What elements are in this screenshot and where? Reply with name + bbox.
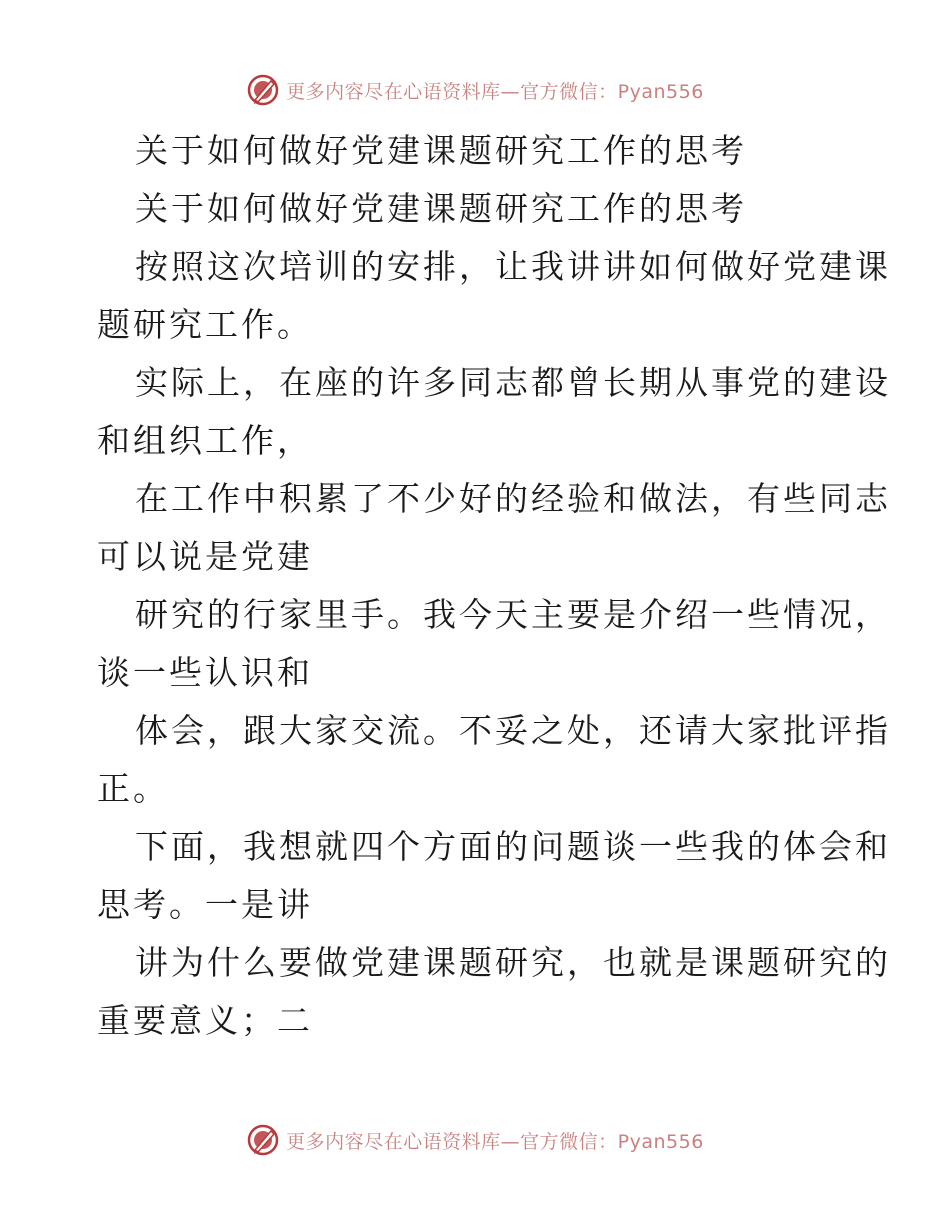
paragraph-line: 关于如何做好党建课题研究工作的思考 [135, 189, 747, 228]
document-body [97, 122, 891, 1050]
red-pen-seal-icon [246, 73, 280, 107]
header-banner-text: 更多内容尽在心语资料库—官方微信：Pyan556 [286, 80, 704, 103]
paragraph-line: 体会，跟大家交流。不妥之处，还请大家批评指 [135, 711, 891, 750]
paragraph-line: 正。 [97, 769, 169, 808]
header-banner [0, 70, 950, 110]
paragraph-line: 谈一些认识和 [97, 653, 313, 692]
footer-banner-text: 更多内容尽在心语资料库—官方微信：Pyan556 [286, 1130, 704, 1153]
paragraph-line: 下面，我想就四个方面的问题谈一些我的体会和 [135, 827, 891, 866]
paragraph-line: 重要意义；二 [97, 1001, 313, 1040]
paragraph-line: 思考。一是讲 [97, 885, 313, 924]
paragraph-line: 和组织工作， [97, 421, 313, 460]
paragraph-line: 可以说是党建 [97, 537, 313, 576]
paragraph-line: 关于如何做好党建课题研究工作的思考 [135, 131, 747, 170]
paragraph-line: 按照这次培训的安排，让我讲讲如何做好党建课 [135, 247, 891, 286]
paragraph-line: 研究的行家里手。我今天主要是介绍一些情况， [135, 595, 891, 634]
paragraph-line: 讲为什么要做党建课题研究，也就是课题研究的 [135, 943, 891, 982]
footer-banner [0, 1120, 950, 1160]
red-pen-seal-icon [246, 1123, 280, 1157]
paragraph-line: 题研究工作。 [97, 305, 313, 344]
paragraph-line: 实际上，在座的许多同志都曾长期从事党的建设 [135, 363, 891, 402]
paragraph-line: 在工作中积累了不少好的经验和做法，有些同志 [135, 479, 891, 518]
